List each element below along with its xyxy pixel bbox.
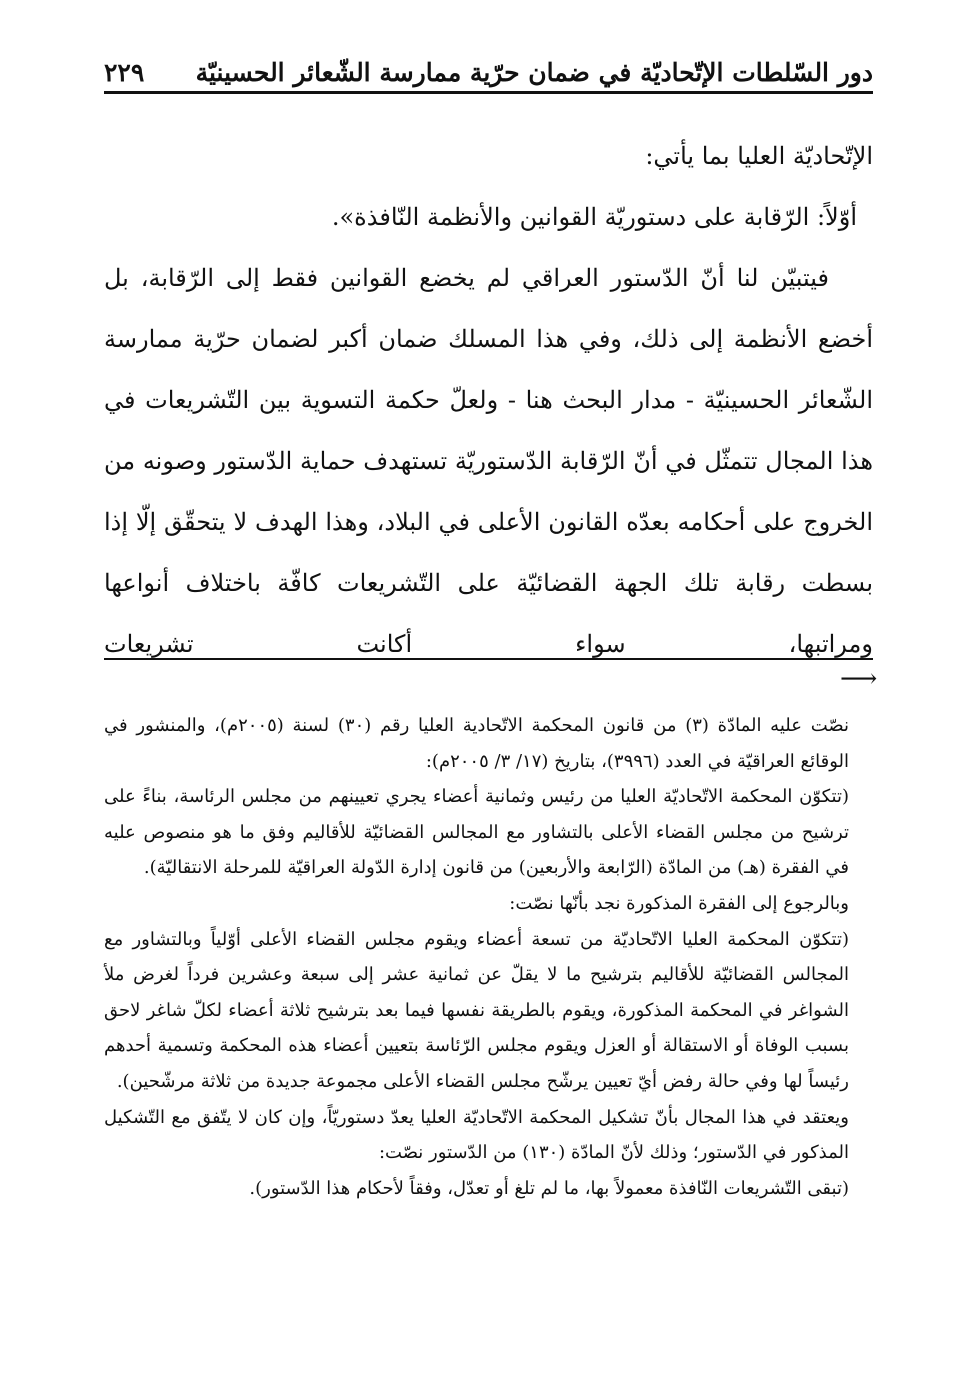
footnote-paragraph: (تتكوّن المحكمة العليا الاتّحاديّة من تسعة أعضاء ويقوم مجلس القضاء الأعلى أوّلياً وبالتشاور مع المجالس القضائيّة للأقاليم بترشيح ما لا يقلّ عن ثمانية عشر إلى سبعة وعشرين فرداً لغرض ملأ الشواغر في المحكمة المذكورة، ويقوم بالطريقة نفسها فيما بعد بترشيح ثلاثة أعضاء لكلّ شاغر لاحق بسبب الوفاة أو الاستقالة أو العزل ويقوم مجلس الرّئاسة بتعيين أعضاء هذه المحكمة وتسمية أحدهم رئيساً لها وفي حالة رفض أيّ تعيين يرشّح مجلس القضاء الأعلى مجموعة جديدة من ثلاثة مرشّحين). (104, 928, 849, 1092)
main-paragraph: فيتبيّن لنا أنّ الدّستور العراقي لم يخضع القوانين فقط إلى الرّقابة، بل أخضع الأنظمة إلى ذلك، وفي هذا المسلك ضمان أكبر لضمان حرّية ممارسة الشّعائر الحسينيّة - مدار البحث هنا - ولعلّ حكمة التسوية بين التّشريعات في هذا المجال تتمثّل في أنّ الرّقابة الدّستوريّة تستهدف حماية الدّستور وصونه من الخروج على أحكامه بعدّه القانون الأعلى في البلاد، وهذا الهدف لا يتحقّق إلّا إذا بسطت رقابة تلك الجهة القضائيّة على التّشريعات كافّة باختلاف أنواعها ومراتبها، سواء أكانت تشريعات (104, 264, 873, 658)
footnote-paragraph: (تبقى التّشريعات النّافذة معمولاً بها، ما لم تلغ أو تعدّل، وفقاً لأحكام هذا الدّستور). (249, 1177, 849, 1199)
footnote-paragraph: نصّت عليه المادّة (٣) من قانون المحكمة الاتّحادية العليا رقم (٣٠) لسنة (٢٠٠٥م)، والمنشور في الوقائع العراقيّة في العدد (٣٩٩٦)، بتاريخ (١٧/ ٣/ ٢٠٠٥م): (104, 715, 849, 772)
footnote-paragraph: ويعتقد في هذا المجال بأنّ تشكيل المحكمة الاتّحاديّة العليا يعدّ دستوريّاً، وإن كان لا يتّفق مع التّشكيل المذكور في الدّستور؛ وذلك لأنّ المادّة (١٣٠) من الدّستور نصّت: (104, 1106, 849, 1164)
footnote-separator (104, 658, 873, 660)
running-title: دور السّلطات الإتّحاديّة في ضمان حرّية ممارسة الشّعائر الحسينيّة (195, 58, 873, 87)
continuation-arrow-icon: ⟶ (840, 664, 878, 694)
running-header (104, 50, 873, 94)
main-paragraph: أوّلاً: الرّقابة على دستوريّة القوانين والأنظمة النّافذة». (331, 203, 857, 231)
footnote-paragraph: (تتكوّن المحكمة الاتّحاديّة العليا من رئيس وثمانية أعضاء يجري تعيينهم من مجلس الرئاسة، بناءً على ترشيح من مجلس القضاء الأعلى بالتشاور مع المجالس القضائيّة للأقاليم وفق ما هو منصوص عليه في الفقرة (هـ) من المادّة (الرّابعة والأربعين) من قانون إدارة الدّولة العراقيّة للمرحلة الانتقاليّة). (104, 786, 849, 879)
footnote (104, 708, 849, 1206)
page-number: ٢٢٩ (104, 58, 145, 87)
main-text (104, 126, 873, 675)
footnote-paragraph: وبالرجوع إلى الفقرة المذكورة نجد بأنّها نصّت: (509, 892, 849, 914)
main-paragraph: الإتّحاديّة العليا بما يأتي: (645, 142, 873, 170)
